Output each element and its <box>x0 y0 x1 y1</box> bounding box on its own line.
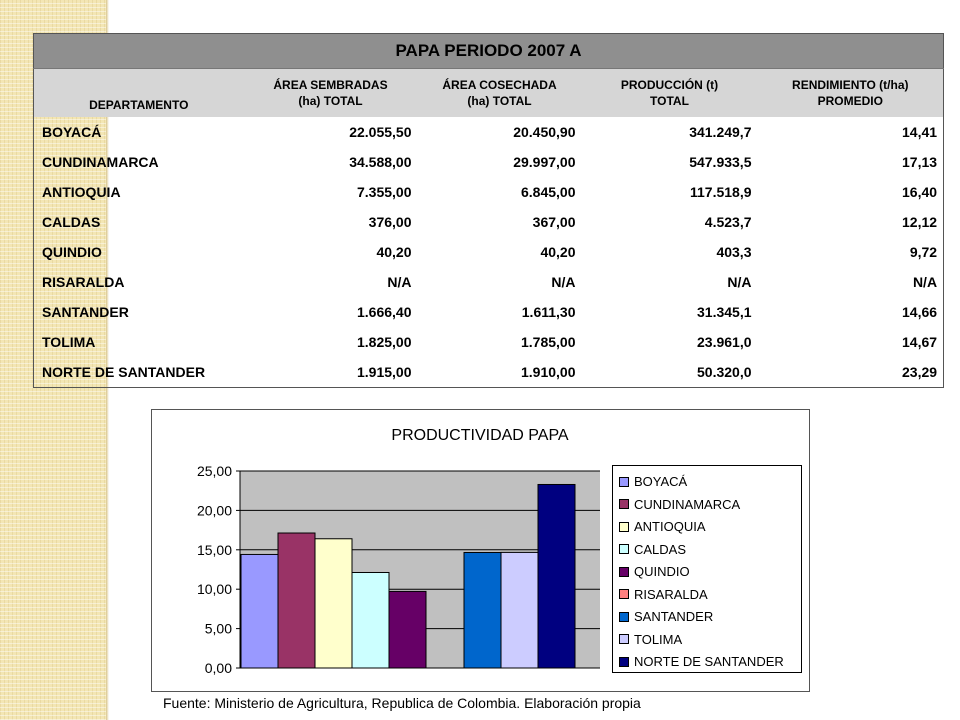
legend-swatch <box>619 589 629 599</box>
column-header-line: DEPARTAMENTO <box>89 98 189 112</box>
chart-legend <box>612 465 802 673</box>
value-cell: 6.845,00 <box>521 184 576 200</box>
value-cell: 23.961,0 <box>697 334 752 350</box>
column-header <box>758 69 944 118</box>
column-header-line: PROMEDIO <box>817 94 883 108</box>
value-cell: 7.355,00 <box>357 184 412 200</box>
source-note: Fuente: Ministerio de Agricultura, Republica de Colombia. Elaboración propia <box>163 695 641 711</box>
department-cell: CALDAS <box>42 214 101 230</box>
legend-label: SANTANDER <box>634 609 714 624</box>
value-cell: 1.915,00 <box>357 364 412 380</box>
department-cell: QUINDIO <box>42 244 102 260</box>
legend-item <box>619 495 740 515</box>
legend-item <box>619 562 690 582</box>
value-cell: 14,66 <box>902 304 938 320</box>
value-cell: 4.523,7 <box>704 214 752 230</box>
y-tick-label: 25,00 <box>196 463 232 479</box>
value-cell: 22.055,50 <box>349 124 412 140</box>
data-table <box>33 33 944 388</box>
bar-santander <box>464 552 501 668</box>
legend-swatch <box>619 567 629 577</box>
column-header <box>418 69 582 118</box>
table-row <box>34 327 944 357</box>
y-tick-label: 10,00 <box>196 581 232 598</box>
bar-boyacá <box>241 554 278 668</box>
legend-label: ANTIOQUIA <box>634 519 706 534</box>
value-cell: 17,13 <box>902 154 938 170</box>
table-row <box>34 357 944 388</box>
value-cell: 40,20 <box>540 244 576 260</box>
table-row <box>34 207 944 237</box>
value-cell: 40,20 <box>376 244 412 260</box>
legend-item <box>619 472 687 492</box>
bar-quindio <box>389 591 426 668</box>
value-cell: 34.588,00 <box>349 154 412 170</box>
department-cell: SANTANDER <box>42 304 129 320</box>
table-row <box>34 147 944 177</box>
column-header-line: ÁREA COSECHADA <box>442 78 557 92</box>
legend-item <box>619 517 706 537</box>
legend-swatch <box>619 477 629 487</box>
value-cell: 23,29 <box>902 364 938 380</box>
table-row <box>34 237 944 267</box>
y-tick-label: 20,00 <box>196 502 232 519</box>
value-cell: 50.320,0 <box>697 364 752 380</box>
table-title-row <box>34 34 944 69</box>
value-cell: 16,40 <box>902 184 938 200</box>
department-cell: CUNDINAMARCA <box>42 154 159 170</box>
bar-caldas <box>352 572 389 668</box>
table-title: PAPA PERIODO 2007 A <box>34 34 944 69</box>
table-header-row <box>34 69 944 118</box>
legend-label: BOYACÁ <box>634 474 688 489</box>
value-cell: N/A <box>912 274 938 290</box>
column-header-line: TOTAL <box>650 94 689 108</box>
legend-swatch <box>619 612 629 622</box>
table-row <box>34 117 944 147</box>
department-cell: RISARALDA <box>42 274 125 290</box>
column-header <box>34 69 244 118</box>
value-cell: 1.825,00 <box>357 334 412 350</box>
value-cell: 29.997,00 <box>513 154 576 170</box>
y-tick-label: 15,00 <box>196 541 232 558</box>
chart-title: PRODUCTIVIDAD PAPA <box>391 427 569 444</box>
value-cell: 12,12 <box>902 214 938 230</box>
bar-cundinamarca <box>278 533 315 668</box>
legend-label: NORTE DE SANTANDER <box>634 654 784 669</box>
column-header-line: ÁREA SEMBRADAS <box>273 78 388 92</box>
column-header <box>244 69 418 118</box>
value-cell: 547.933,5 <box>689 154 752 170</box>
column-header-line: RENDIMIENTO (t/ha) <box>792 78 909 92</box>
bar-antioquia <box>315 539 352 668</box>
value-cell: 1.785,00 <box>521 334 576 350</box>
value-cell: N/A <box>387 274 412 290</box>
productivity-chart <box>151 409 810 692</box>
legend-item <box>619 652 784 672</box>
legend-swatch <box>619 522 629 532</box>
legend-swatch <box>619 634 629 644</box>
table-row <box>34 267 944 297</box>
value-cell: 117.518,9 <box>689 184 752 200</box>
value-cell: 376,00 <box>368 214 412 230</box>
legend-label: CUNDINAMARCA <box>634 496 741 512</box>
value-cell: 9,72 <box>909 244 938 260</box>
table-body <box>34 117 944 388</box>
value-cell: N/A <box>727 274 752 290</box>
value-cell: 1.666,40 <box>357 304 412 320</box>
bar-tolima <box>501 552 538 668</box>
legend-swatch <box>619 499 629 509</box>
legend-label: CALDAS <box>634 541 687 557</box>
legend-swatch <box>619 544 629 554</box>
department-cell: BOYACÁ <box>42 124 102 140</box>
value-cell: 341.249,7 <box>689 124 752 140</box>
legend-item <box>619 630 682 650</box>
column-header-line: PRODUCCIÓN (t) <box>620 78 719 92</box>
department-cell: TOLIMA <box>42 334 96 350</box>
table-row <box>34 177 944 207</box>
y-tick-label: 5,00 <box>204 620 232 637</box>
legend-item <box>619 607 713 627</box>
column-header-line: (ha) TOTAL <box>467 94 532 108</box>
value-cell: 14,41 <box>902 124 938 140</box>
legend-item <box>619 540 686 560</box>
value-cell: N/A <box>551 274 576 290</box>
value-cell: 14,67 <box>902 334 938 350</box>
legend-item <box>619 585 708 605</box>
y-tick-label: 0,00 <box>204 660 232 676</box>
department-cell: ANTIOQUIA <box>42 184 121 200</box>
value-cell: 1.611,30 <box>521 304 576 320</box>
value-cell: 1.910,00 <box>521 364 576 380</box>
value-cell: 20.450,90 <box>513 124 576 140</box>
column-header-line: (ha) TOTAL <box>298 94 363 108</box>
value-cell: 31.345,1 <box>697 304 752 320</box>
department-cell: NORTE DE SANTANDER <box>42 364 206 380</box>
table-row <box>34 297 944 327</box>
legend-label: RISARALDA <box>634 586 708 602</box>
value-cell: 403,3 <box>716 244 752 260</box>
legend-label: QUINDIO <box>634 564 690 579</box>
legend-swatch <box>619 657 629 667</box>
value-cell: 367,00 <box>532 214 576 230</box>
legend-label: TOLIMA <box>634 631 683 647</box>
column-header <box>582 69 758 118</box>
bar-norte-de-santander <box>538 484 575 668</box>
